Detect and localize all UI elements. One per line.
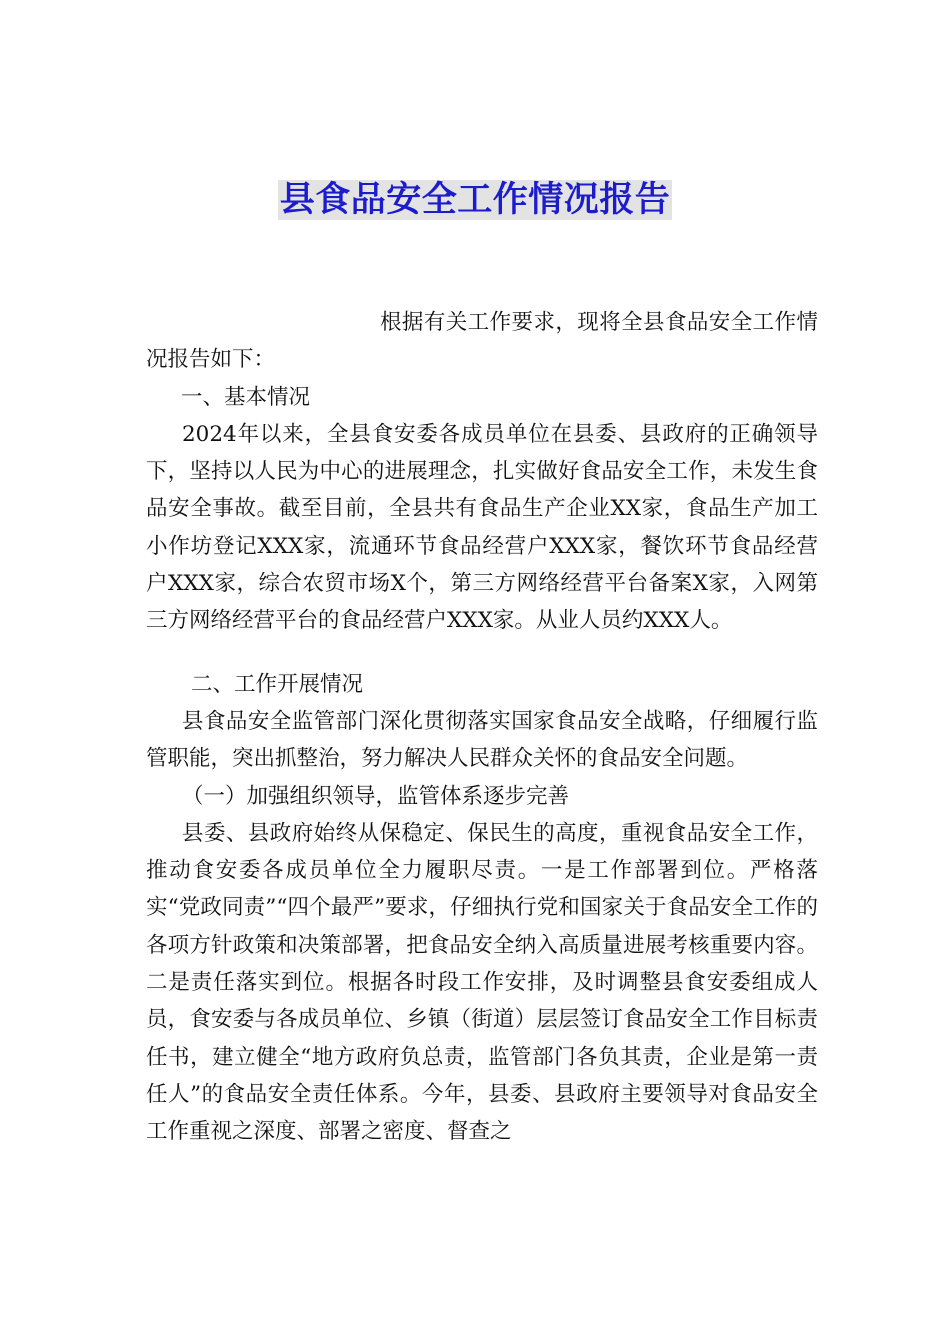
section-2-paragraph: 县食品安全监管部门深化贯彻落实国家食品安全战略，仔细履行监管职能，突出抓整治，努力解决人民群众关怀的食品安全问题。 [146, 708, 818, 772]
section-1-heading: 一、基本情况 [181, 384, 311, 410]
section-2-heading: 二、工作开展情况 [191, 671, 364, 697]
intro-paragraph: 根据有关工作要求，现将全县食品安全工作情况报告如下： [146, 310, 818, 373]
subsection-1-paragraph: 县委、县政府始终从保稳定、保民生的高度，重视食品安全工作，推动食安委各成员单位全力履职尽责。一是工作部署到位。严格落实“党政同责”“四个最严”要求，仔细执行党和国家关于食品安全工作的各项方针政策和决策部署，把食品安全纳入高质量进展考核重要内容。二是责任落实到位。根据各时段工作安排，及时调整县食安委组成人员，食安委与各成员单位、乡镇（街道）层层签订食品安全工作目标责任书，建立健全“地方政府负总责，监管部门各负其责，企业是第一责任人”的食品安全责任体系。今年，县委、县政府主要领导对食品安全工作重视之深度、部署之密度、督查之 [146, 820, 818, 1145]
document-title-text: 县食品安全工作情况报告 [279, 180, 671, 220]
subsection-1-heading: （一）加强组织领导，监管体系逐步完善 [182, 783, 570, 809]
section-1-paragraph: 2024年以来，全县食安委各成员单位在县委、县政府的正确领导下，坚持以人民为中心的进展理念，扎实做好食品安全工作，未发生食品安全事故。截至目前，全县共有食品生产企业XX家，食品生产加工小作坊登记XXX家，流通环节食品经营户XXX家，餐饮环节食品经营户XXX家，综合农贸市场X个，第三方网络经营平台备案X家，入网第三方网络经营平台的食品经营户XXX家。从业人员约XXX人。 [146, 421, 818, 634]
document-body [146, 304, 818, 1151]
document-title [0, 176, 950, 224]
